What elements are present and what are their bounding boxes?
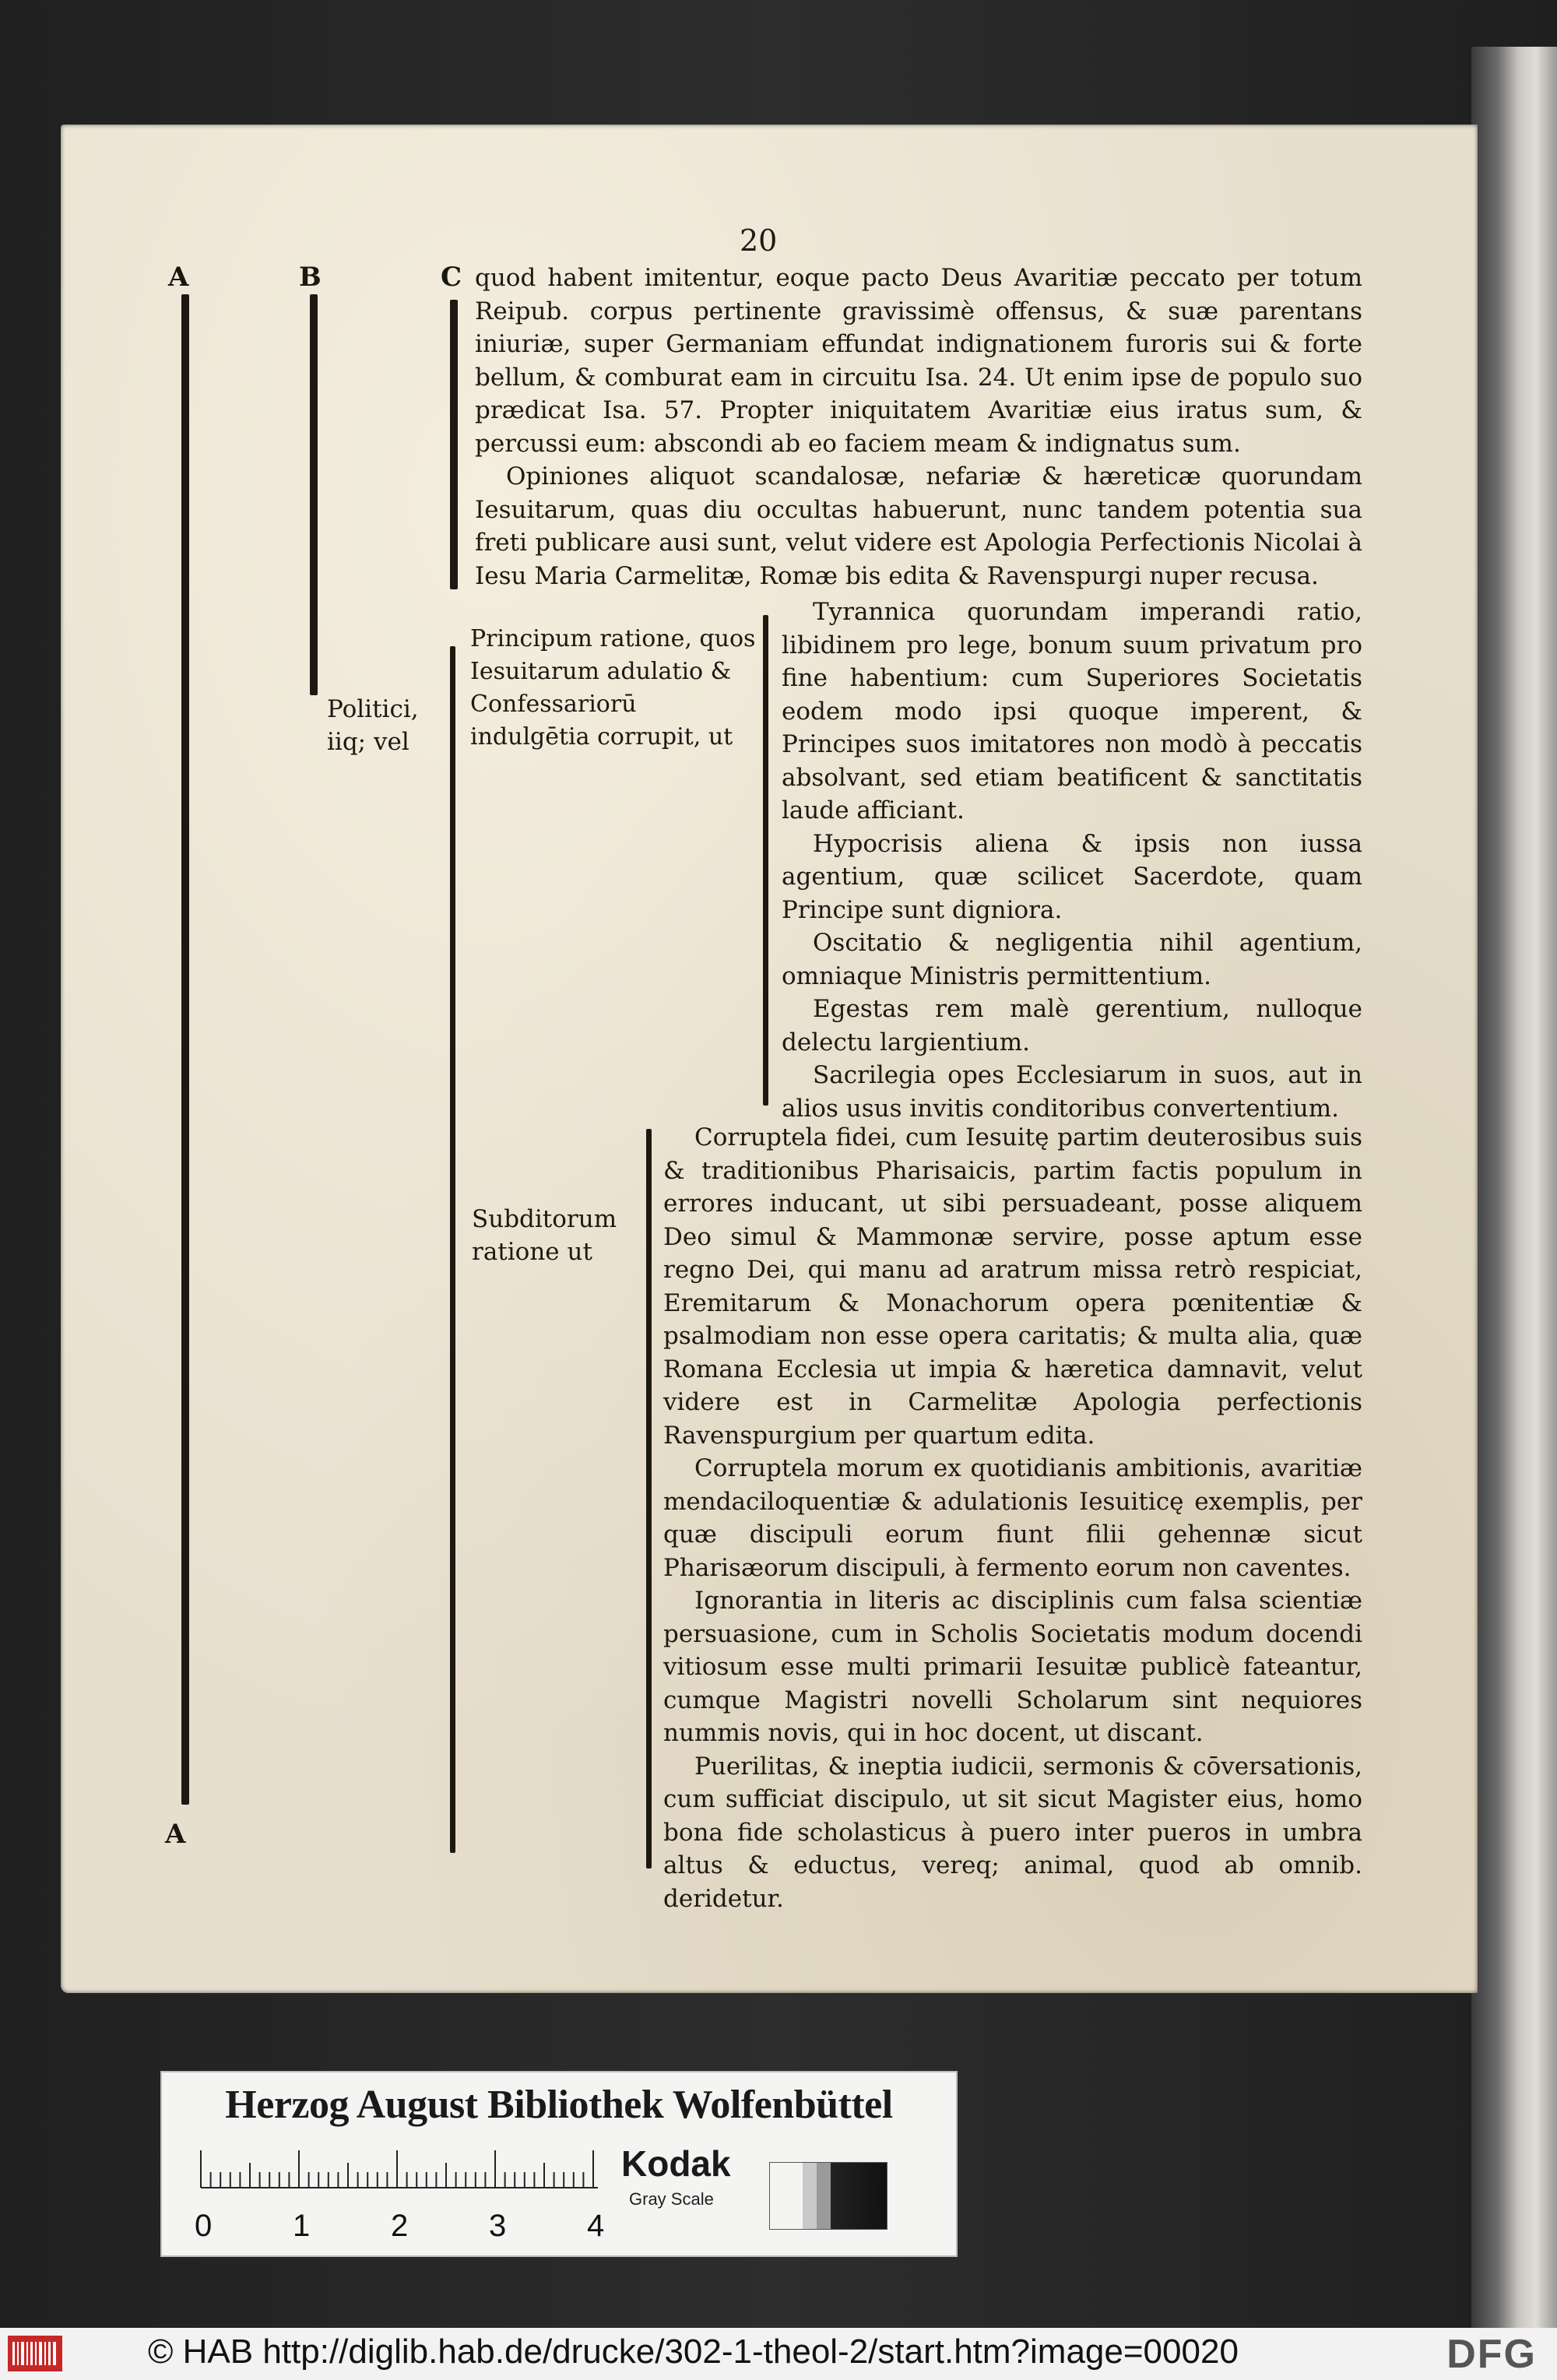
card-title: Herzog August Bibliothek Wolfenbüttel bbox=[225, 2083, 893, 2127]
principum-label: Principum ratione, quos Iesuitarum adulatio & Confessariorū indulgētia corrupit, ut bbox=[470, 625, 756, 751]
subditorum-item-1: Corruptela fidei, cum Iesuitę partim deuterosibus suis & traditionibus Pharisaicis, partim factis populum in errores inducant, ut sibi persuadeant, posse aliquem Deo simul & Mammonæ servire, posse aptum esse regno Dei, qui manu ad aratrum missa retrò respiciat, Eremitarum & Monachorum opera pœnitentiæ & psalmodiam non esse opera caritatis; & multa alia, quæ Romana Ecclesia ut impia & hæretica damnavit, velut videre est in Carmelitæ Apologia perfectionis Ravenspurgium per quartum edita. bbox=[663, 1123, 1362, 1450]
subditorum-label: Subditorum ratione ut bbox=[472, 1205, 617, 1266]
subditorum-line bbox=[646, 1129, 652, 1868]
principum-item-1: Tyrannica quorundam imperandi ratio, libidinem pro lege, bonum suum privatum pro fine habentium: cum Superiores Societatis eodem modo ipsi quoque imperent, & Principes suos imitatores non modò à peccatis absolvant, sed etiam beatificent & sanctitatis laude afficiant. bbox=[782, 598, 1362, 824]
color-card bbox=[160, 2071, 958, 2257]
column-b-line-top bbox=[310, 294, 318, 695]
ruler-number-1: 1 bbox=[293, 2209, 311, 2243]
marker-a-top: A bbox=[168, 262, 189, 293]
marker-c-top: C bbox=[441, 262, 462, 293]
principum-items bbox=[782, 596, 1362, 1125]
ruler-number-4: 4 bbox=[587, 2209, 605, 2243]
marker-a-bottom: A bbox=[165, 1819, 186, 1850]
gray-scale-swatch bbox=[769, 2162, 887, 2230]
politici-label: Politici, iiq; vel bbox=[327, 695, 419, 756]
principum-item-2: Hypocrisis aliena & ipsis non iussa agentium, quæ scilicet Sacerdote, quam Principe sunt digniora. bbox=[782, 829, 1362, 924]
book-edge bbox=[1471, 47, 1557, 2351]
marker-b-top: B bbox=[299, 262, 322, 293]
page-number: 20 bbox=[740, 223, 778, 258]
dfg-logo: DFG bbox=[1446, 2332, 1537, 2377]
intro-text bbox=[475, 262, 1362, 592]
ruler-number-0: 0 bbox=[195, 2209, 213, 2243]
barcode-logo-icon bbox=[8, 2336, 62, 2371]
subditorum-item-4: Puerilitas, & ineptia iudicii, sermonis & cōversationis, cum sufficiat discipulo, ut sit sicut Magister eius, homo bona fide scholasticus à puero inter pueros in umbra altus & eductus, vereq; animal, quod ab omnib. deridetur. bbox=[663, 1752, 1362, 1913]
column-a-line bbox=[181, 294, 189, 1805]
subditorum-item-3: Ignorantia in literis ac disciplinis cum falsa scientiæ persuasione, cum in Scholis Societatis modum docendi vitiosum esse multi primarii Iesuitæ publicè fateantur, cumque Magistri novelli Scholarum sint nequiores nummis novis, qui in hoc docent, ut discant. bbox=[663, 1587, 1362, 1747]
subditorum-item-2: Corruptela morum ex quotidianis ambitionis, avaritiæ mendaciloquentiæ & adulationis Iesuiticę exemplis, per quæ discipuli eorum fiunt filii gehennæ sicut Pharisæorum discipuli, à fermento eorum non caventes. bbox=[663, 1454, 1362, 1582]
column-c-line bbox=[450, 300, 458, 589]
footer-bar bbox=[0, 2328, 1557, 2380]
ruler-number-2: 2 bbox=[391, 2209, 409, 2243]
principum-item-4: Egestas rem malè gerentium, nulloque delectu largientium. bbox=[782, 995, 1362, 1056]
kodak-brand: Kodak bbox=[621, 2143, 731, 2184]
intro-paragraph-2: Opiniones aliquot scandalosæ, nefariæ & hæreticæ quorundam Iesuitarum, quas diu occultas habuerunt, nunc tandem potentia sua freti publicare ausi sunt, velut videre est Apologia Perfectionis Nicolai à Iesu Maria Carmelitæ, Romæ bis edita & Ravenspurgi nuper recusa. bbox=[475, 462, 1362, 590]
ruler-number-3: 3 bbox=[489, 2209, 507, 2243]
principum-item-3: Oscitatio & negligentia nihil agentium, omniaque Ministris permittentium. bbox=[782, 929, 1362, 990]
footer-copyright-url[interactable]: © HAB http://diglib.hab.de/drucke/302-1-theol-2/start.htm?image=00020 bbox=[148, 2333, 1239, 2371]
principum-item-5: Sacrilegia opes Ecclesiarum in suos, aut in alios usus invitis conditoribus convertentium. bbox=[782, 1061, 1362, 1123]
kodak-gray-scale: Gray Scale bbox=[629, 2189, 714, 2209]
principum-line bbox=[763, 615, 768, 1106]
subditorum-items bbox=[663, 1121, 1362, 1915]
politici-line bbox=[450, 646, 455, 1853]
intro-paragraph-1: quod habent imitentur, eoque pacto Deus Avaritiæ peccato per totum Reipub. corpus pertinente gravissimè offensus, & suæ parentans iniuriæ, super Germaniam effundat indignationem furoris sui & forte bellum, & comburat eam in circuitu Isa. 24. Ut enim ipse de populo suo prædicat Isa. 57. Propter iniquitatem Avaritiæ eius iratus sum, & percussi eum: abscondi ab eo faciem meam & indignatus sum. bbox=[475, 264, 1362, 458]
